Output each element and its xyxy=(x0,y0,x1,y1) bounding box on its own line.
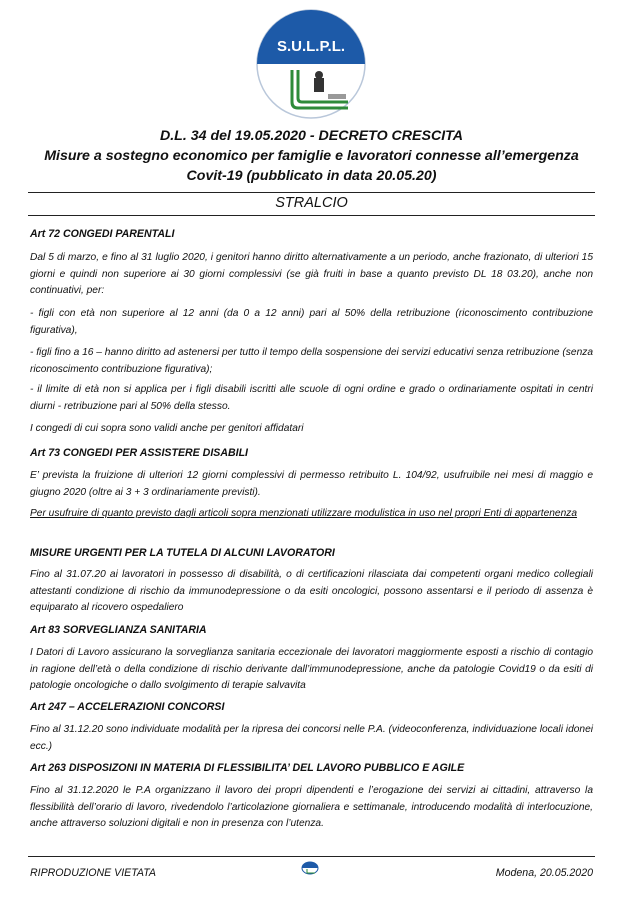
misure-paragraph-1: Fino al 31.07.20 ai lavoratori in possesso di disabilità, o di certificazioni rilasciata dai competenti organi medico collegiali attestanti condizione di rischio da immunodepressione o da esiti oncologici, possono assentarsi e il periodo di assenza è equiparato al ricovero ospedaliero xyxy=(30,569,593,614)
decree-subtitle-line1: Misure a sostegno economico per famiglie e lavoratori connesse all’emergenza xyxy=(44,148,579,164)
art83-title: Art 83 SORVEGLIANZA SANITARIA xyxy=(30,624,207,636)
footer-reproduction-notice: RIPRODUZIONE VIETATA xyxy=(30,867,156,879)
art263-section xyxy=(30,760,593,777)
art263-paragraph-1: Fino al 31.12.2020 le P.A organizzano il lavoro dei propri dipendenti e l’erogazione dei servizi ai cittadini, attraverso la flessibilità dell’orario di lavoro, rivedendolo l’articolazione giornaliera e settimanale, introducendo modalità di interlocuzione, anche attraverso soluzioni digitali e non in presenza con l’utenza. xyxy=(30,785,593,830)
decree-subtitle-line2: Covit-19 (pubblicato in data 20.05.20) xyxy=(186,168,437,184)
art247-title: Art 247 – ACCELERAZIONI CONCORSI xyxy=(30,701,225,713)
art83-paragraph-1: I Datori di Lavoro assicurano la sorveglianza sanitaria eccezionale dei lavoratori maggiormente esposti a rischio di contagio in ragione dell’età o della condizione di rischio derivante dall’immunodepressione, anche da patologie Covid19 o da esiti di patologie oncologiche o dallo svolgimento di terapie salvavita xyxy=(30,647,593,692)
stralcio-label: STRALCIO xyxy=(275,195,348,211)
art73-title: Art 73 CONGEDI PER ASSISTERE DISABILI xyxy=(30,447,248,459)
art72-paragraph-1: Dal 5 di marzo, e fino al 31 luglio 2020, i genitori hanno diritto alternativamente a un periodo, anche frazionato, di ulteriori 15 giorni e quindi non superiore ai 30 giorni complessivi (se già fruiti in base a quanto previsto DL 18 03.20), anche non continuativi, per: xyxy=(30,252,593,297)
logo-text: S.U.L.P.L. xyxy=(276,38,346,55)
sulpl-logo xyxy=(252,8,370,120)
art72-paragraph-5: I congedi di cui sopra sono validi anche per genitori affidatari xyxy=(30,423,304,434)
misure-title: MISURE URGENTI PER LA TUTELA DI ALCUNI LAVORATORI xyxy=(30,547,335,559)
art247-paragraph-1: Fino al 31.12.20 sono individuate modalità per la ripresa dei concorsi nelle P.A. (videoconferenza, individuazione locali idonei ecc.) xyxy=(30,724,593,752)
stralcio-banner xyxy=(28,192,595,216)
art73-paragraph-2: Per usufruire di quanto previsto dagli articoli sopra menzionati utilizzare modulistica in uso nel propri Enti di appartenenza xyxy=(30,508,578,519)
art72-title: Art 72 CONGEDI PARENTALI xyxy=(30,228,175,240)
art72-paragraph-2: - figli con età non superiore al 12 anni (da 0 a 12 anni) pari al 50% della retribuzione (riconoscimento contribuzione figurativa), xyxy=(30,308,593,336)
misure-section xyxy=(30,545,593,562)
art83-section xyxy=(30,622,593,639)
art72-paragraph-3: - figli fino a 16 – hanno diritto ad astenersi per tutto il tempo della sospensione dei servizi educativi senza retribuzione (senza riconoscimento contribuzione figurativa); xyxy=(30,347,593,375)
art73-paragraph-1: E’ prevista la fruizione di ulteriori 12 giorni complessivi di permesso retribuito L. 104/92, usufruibile nei mesi di maggio e giugno 2020 (oltre ai 3 + 3 ordinariamente previsti). xyxy=(30,470,593,498)
art72-section xyxy=(30,226,593,243)
art72-paragraph-4: - il limite di età non si applica per i figli disabili iscritti alle scuole di ogni ordine e grado o ordinariamente ospitati in centri diurni - retribuzione pari al 50% della stesso. xyxy=(30,384,593,412)
decree-title: D.L. 34 del 19.05.2020 - DECRETO CRESCITA xyxy=(159,128,464,144)
footer-divider xyxy=(28,856,595,857)
art263-title: Art 263 DISPOSIZONI IN MATERIA DI FLESSIBILITA’ DEL LAVORO PUBBLICO E AGILE xyxy=(30,762,465,774)
footer-logo-icon xyxy=(301,861,319,875)
art247-section xyxy=(30,699,593,716)
art73-section xyxy=(30,445,593,462)
footer-place-date: Modena, 20.05.2020 xyxy=(495,867,593,879)
